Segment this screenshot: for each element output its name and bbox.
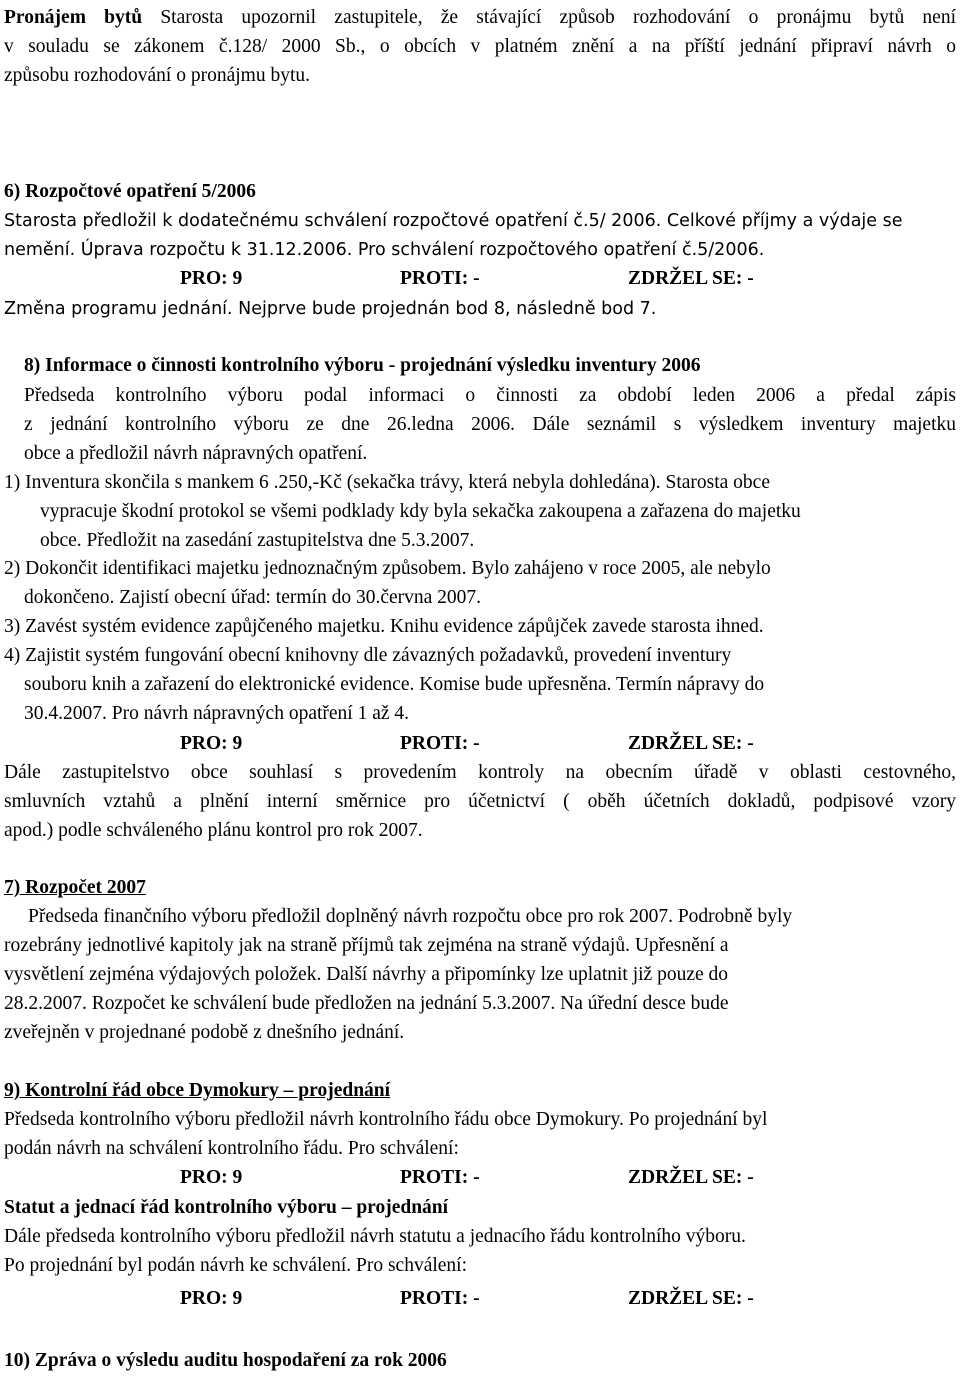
vote-zdrzel-3: ZDRŽEL SE: - [628,1167,754,1188]
vote-zdrzel-1: ZDRŽEL SE: - [628,268,754,289]
vote-zdrzel-2: ZDRŽEL SE: - [628,733,754,754]
rent-paragraph-line-3: způsobu rozhodování o pronájmu bytu. [4,65,310,86]
vote-pro-3: PRO: 9 [180,1167,243,1188]
item-3: 3) Zavést systém evidence zapůjčeného majetku. Knihu evidence zápůjček zavede starosta ihned. [4,616,764,637]
section-9-line-1: Předseda kontrolního výboru předložil návrh kontrolního řádu obce Dymokury. Po projednání byl [4,1109,768,1130]
control-para-line-3: apod.) podle schváleného plánu kontrol pro rok 2007. [4,820,423,841]
vote-pro-4: PRO: 9 [180,1288,243,1309]
item-4-line-2: souboru knih a zařazení do elektronické evidence. Komise bude upřesněna. Termín nápravy do [24,674,765,695]
section-7-line-2: rozebrány jednotlivé kapitoly jak na straně příjmů tak zejména na straně výdajů. Upřesnění a [4,935,729,956]
rent-paragraph-line-1 [4,4,956,33]
vote-proti-2: PROTI: - [400,733,480,754]
section-6-line-2: nemění. Úprava rozpočtu k 31.12.2006. Pro schválení rozpočtového opatření č.5/2006. [4,240,765,260]
rent-line-1-text: Starosta upozornil zastupitele, že stávající způsob rozhodování o pronájmu bytů není [160,7,956,28]
section-8-heading: 8) Informace o činnosti kontrolního výboru - projednání výsledku inventury 2006 [24,355,701,376]
section-7-line-4: 28.2.2007. Rozpočet ke schválení bude předložen na jednání 5.3.2007. Na úřední desce bude [4,993,729,1014]
vote-proti-3: PROTI: - [400,1167,480,1188]
statut-line-1: Dále předseda kontrolního výboru předložil návrh statutu a jednacího řádu kontrolního výboru. [4,1226,746,1247]
vote-pro-2: PRO: 9 [180,733,243,754]
item-1-line-1: 1) Inventura skončila s mankem 6 .250,-Kč (sekačka trávy, která nebyla dohledána). Starosta obce [4,472,770,493]
section-7-line-3: vysvětlení zejména výdajových položek. Další návrhy a připomínky lze uplatnit již pouze do [4,964,729,985]
statut-line-2: Po projednání byl podán návrh ke schválení. Pro schválení: [4,1255,468,1276]
item-2-line-1: 2) Dokončit identifikaci majetku jednoznačným způsobem. Bylo zahájeno v roce 2005, ale nebylo [4,558,771,579]
vote-proti-1: PROTI: - [400,268,480,289]
section-7-line-5: zveřejněn v projednané podobě z dnešního jednání. [4,1022,405,1043]
item-4-line-3: 30.4.2007. Pro návrh nápravných opatření 1 až 4. [24,703,410,724]
item-1-line-3: obce. Předložit na zasedání zastupitelstva dne 5.3.2007. [40,530,475,551]
section-6-heading: 6) Rozpočtové opatření 5/2006 [4,181,256,202]
item-1-line-2: vypracuje škodní protokol se všemi podklady kdy byla sekačka zakoupena a zařazena do majetku [40,501,801,522]
section-9-line-2: podán návrh na schválení kontrolního řádu. Pro schválení: [4,1138,459,1159]
item-2-line-2: dokončeno. Zajistí obecní úřad: termín do 30.června 2007. [24,587,482,608]
control-para-line-1: Dále zastupitelstvo obce souhlasí s provedením kontroly na obecním úřadě v oblasti cestovného, [4,762,956,783]
vote-pro-1: PRO: 9 [180,268,243,289]
vote-proti-4: PROTI: - [400,1288,480,1309]
rent-heading: Pronájem bytů [4,7,143,28]
statut-heading: Statut a jednací řád kontrolního výboru – projednání [4,1197,449,1218]
section-6-line-3: Změna programu jednání. Nejprve bude projednán bod 8, následně bod 7. [4,299,657,319]
vote-zdrzel-4: ZDRŽEL SE: - [628,1288,754,1309]
rent-paragraph-line-2: v souladu se zákonem č.128/ 2000 Sb., o obcích v platném znění a na příští jednání připraví návrh o [4,36,956,57]
section-8-para-line-1: Předseda kontrolního výboru podal informaci o činnosti za období leden 2006 a předal zápis [24,385,956,406]
section-8-para-line-2: z jednání kontrolního výboru ze dne 26.ledna 2006. Dále seznámil s výsledkem inventury majetku [24,414,956,435]
item-4-line-1: 4) Zajistit systém fungování obecní knihovny dle závazných požadavků, provedení inventury [4,645,732,666]
control-para-line-2: smluvních vztahů a plnění interní směrnice pro účetnictví ( oběh účetních dokladů, podpisové vzory [4,791,956,812]
section-7-heading: 7) Rozpočet 2007 [4,877,146,898]
section-8-para-line-3: obce a předložil návrh nápravných opatření. [24,443,368,464]
section-7-line-1: Předseda finančního výboru předložil doplněný návrh rozpočtu obce pro rok 2007. Podrobně byly [28,906,793,927]
section-10-heading: 10) Zpráva o výsledu auditu hospodaření za rok 2006 [4,1350,447,1371]
section-9-heading: 9) Kontrolní řád obce Dymokury – projednání [4,1080,391,1101]
section-6-line-1: Starosta předložil k dodatečnému schválení rozpočtové opatření č.5/ 2006. Celkové příjmy a výdaje se [4,211,903,231]
